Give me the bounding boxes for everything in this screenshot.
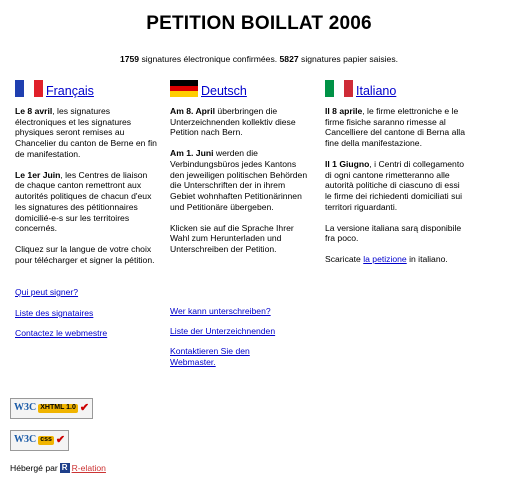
- electronic-count: 1759: [119, 54, 140, 64]
- liste-unterzeichnenden-link[interactable]: Liste der Unterzeichnenden: [170, 326, 276, 336]
- fr-paragraph-3: Cliquez sur la langue de votre choix pour télécharger et signer la pétition.: [15, 244, 155, 265]
- paper-count: 5827: [279, 54, 299, 64]
- de-date-2: Am 1. Juni: [170, 148, 214, 159]
- it-text-2: , i Centri di collegamento di ogni cantone rimetteranno alle autorità politiche di ciascuno di essi le firme dei richiedenti domiciliati sui territori riguardanti.: [325, 158, 464, 212]
- css-label: css: [40, 436, 52, 444]
- r-elation-link[interactable]: R-elation: [71, 463, 106, 473]
- it-download-pre: Scaricate: [325, 254, 364, 265]
- de-paragraph-3: Klicken sie auf die Sprache Ihrer Wahl zum Herunterladen und Unterschreiben der Petition.: [170, 222, 294, 255]
- signature-counts: [0, 54, 518, 65]
- fr-text-2: , les Centres de liaison de chaque canton remettront aux autorités politiques de chacun d'eux les signatures des pétitionnaires domicilié-e-s sur les territoires concernés.: [15, 169, 152, 234]
- fr-date-1: Le 8 avril: [15, 106, 53, 116]
- w3c-logo-text: W3C: [14, 402, 37, 414]
- footer: [10, 463, 106, 474]
- de-date-1: Am 8. April: [170, 106, 216, 116]
- french-flag-icon[interactable]: [15, 80, 43, 97]
- paper-count-label: signatures papier saisies.: [298, 54, 399, 64]
- r-elation-logo-icon: R: [61, 463, 68, 473]
- it-download-post: in italiano.: [406, 254, 448, 265]
- it-text-1: , le firme elettroniche e le firme fisiche saranno rimesse al Cancelliere del cantone di Berna alla fine della manifestazione.: [325, 106, 465, 149]
- lang-header-de: [170, 75, 312, 97]
- de-text-1: überbringen die Unterzeichnenden kollektiv diese Petition nach Bern.: [170, 106, 296, 138]
- checkmark-icon: ✔: [55, 433, 66, 446]
- it-date-1: Il 8 aprile: [325, 106, 363, 116]
- checkmark-icon: ✔: [79, 401, 90, 414]
- lang-link-deutsch[interactable]: Deutsch: [201, 83, 247, 98]
- italian-flag-icon[interactable]: [325, 80, 353, 97]
- hosted-by-text: Hébergé par: [10, 463, 58, 473]
- page-title: PETITION BOILLAT 2006: [146, 13, 372, 34]
- wer-kann-unterschreiben-link[interactable]: Wer kann unterschreiben?: [170, 306, 271, 316]
- column-italiano: [325, 75, 467, 275]
- de-paragraph-1: [170, 106, 312, 138]
- fr-text-1: , les signatures électroniques et les signatures physiques seront remises au Chancelier du canton de Berne en fin de manifestation.: [15, 106, 157, 159]
- w3c-logo-text: W3C: [14, 434, 37, 446]
- w3c-xhtml-badge[interactable]: [10, 398, 93, 419]
- signatories-list-link[interactable]: Liste des signataires: [15, 308, 94, 318]
- electronic-count-label: signatures électronique confirmées.: [139, 54, 280, 64]
- lang-link-francais[interactable]: Français: [46, 83, 94, 98]
- lang-header-it: [325, 75, 467, 97]
- de-text-2: werden die Verbindungsbüros jedes Kantons den jeweiligen politischen Behörden die Unterschriften der in ihrem Gebiet wohnhaften Petitionärinnen und Petitionäre übergeben.: [170, 148, 308, 212]
- xhtml-label: XHTML 1.0: [40, 404, 76, 412]
- it-paragraph-4: [325, 254, 467, 265]
- fr-paragraph-1: [15, 106, 157, 160]
- lang-header-fr: [15, 75, 157, 97]
- fr-date-2: Le 1er Juin: [15, 169, 61, 180]
- de-paragraph-2: [170, 148, 312, 212]
- it-paragraph-2: [325, 159, 467, 213]
- column-francais: [15, 75, 157, 338]
- kontaktieren-webmaster-link[interactable]: Kontaktieren Sie den Webmaster.: [170, 346, 250, 367]
- fr-paragraph-2: [15, 170, 157, 234]
- german-flag-icon[interactable]: [170, 80, 198, 97]
- who-can-sign-link[interactable]: Qui peut signer?: [15, 287, 79, 297]
- it-paragraph-1: [325, 106, 467, 149]
- it-paragraph-3: La versione italiana sarą disponibile fra poco.: [325, 222, 462, 244]
- it-date-2: Il 1 Giugno: [325, 158, 370, 169]
- contact-webmaster-link[interactable]: Contactez le webmestre: [15, 328, 108, 338]
- column-deutsch: [170, 75, 312, 367]
- petizione-link[interactable]: la petizione: [363, 254, 407, 265]
- lang-link-italiano[interactable]: Italiano: [356, 83, 397, 98]
- w3c-css-badge[interactable]: [10, 430, 69, 451]
